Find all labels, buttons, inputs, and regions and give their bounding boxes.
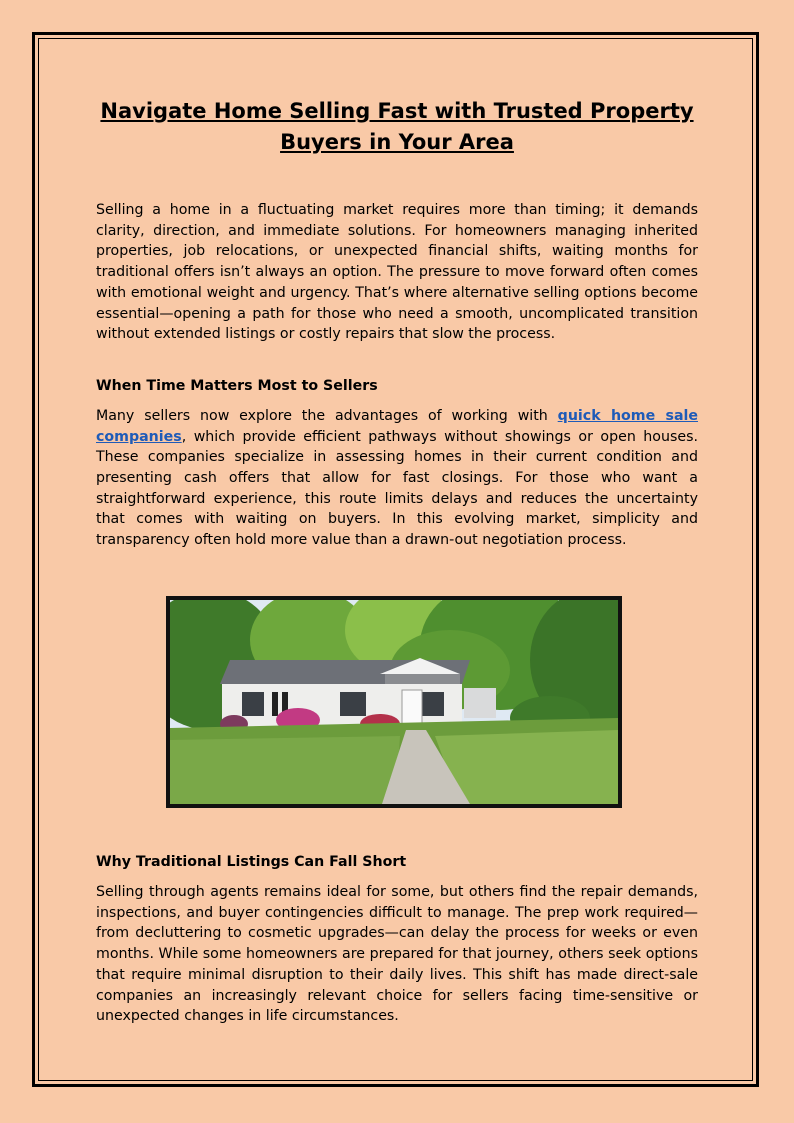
quick-home-sale-link[interactable]: quick home sale companies xyxy=(96,407,698,445)
article-title: Navigate Home Selling Fast with Trusted Property Buyers in Your Area xyxy=(100,99,694,154)
paragraph-text-after-link: , which provide efficient pathways without showings or open houses. These companies specialize in assessing homes in their current condition and presenting cash offers that allow for fast closings. For those who want a straightforward experience, this route limits delays and reduces the uncertainty that comes with waiting on buyers. In this evolving market, simplicity and transparency often hold more value than a drawn-out negotiation process. xyxy=(96,428,698,549)
house-illustration xyxy=(170,600,618,804)
paragraph-text-before-link: Many sellers now explore the advantages of working with xyxy=(96,407,558,424)
section-paragraph-time-matters xyxy=(96,406,698,551)
house-photo xyxy=(166,596,622,808)
section-paragraph-traditional-listings: Selling through agents remains ideal for some, but others find the repair demands, inspections, and buyer contingencies difficult to manage. The prep work required—from decluttering to cosmetic upgrades—can delay the process for weeks or even months. While some homeowners are prepared for that journey, others seek options that require minimal disruption to their daily lives. This shift has made direct-sale companies an increasingly relevant choice for sellers facing time-sensitive or unexpected changes in life circumstances. xyxy=(96,884,698,1025)
intro-paragraph: Selling a home in a fluctuating market requires more than timing; it demands clarity, direction, and immediate solutions. For homeowners managing inherited properties, job relocations, or unexpected financial shifts, waiting months for traditional offers isn’t always an option. The pressure to move forward often comes with emotional weight and urgency. That’s where alternative selling options become essential—opening a path for those who need a smooth, uncomplicated transition without extended listings or costly repairs that slow the process. xyxy=(96,202,698,343)
section-heading-time-matters: When Time Matters Most to Sellers xyxy=(96,377,378,394)
article xyxy=(96,96,698,1025)
section-heading-traditional-listings: Why Traditional Listings Can Fall Short xyxy=(96,854,407,870)
